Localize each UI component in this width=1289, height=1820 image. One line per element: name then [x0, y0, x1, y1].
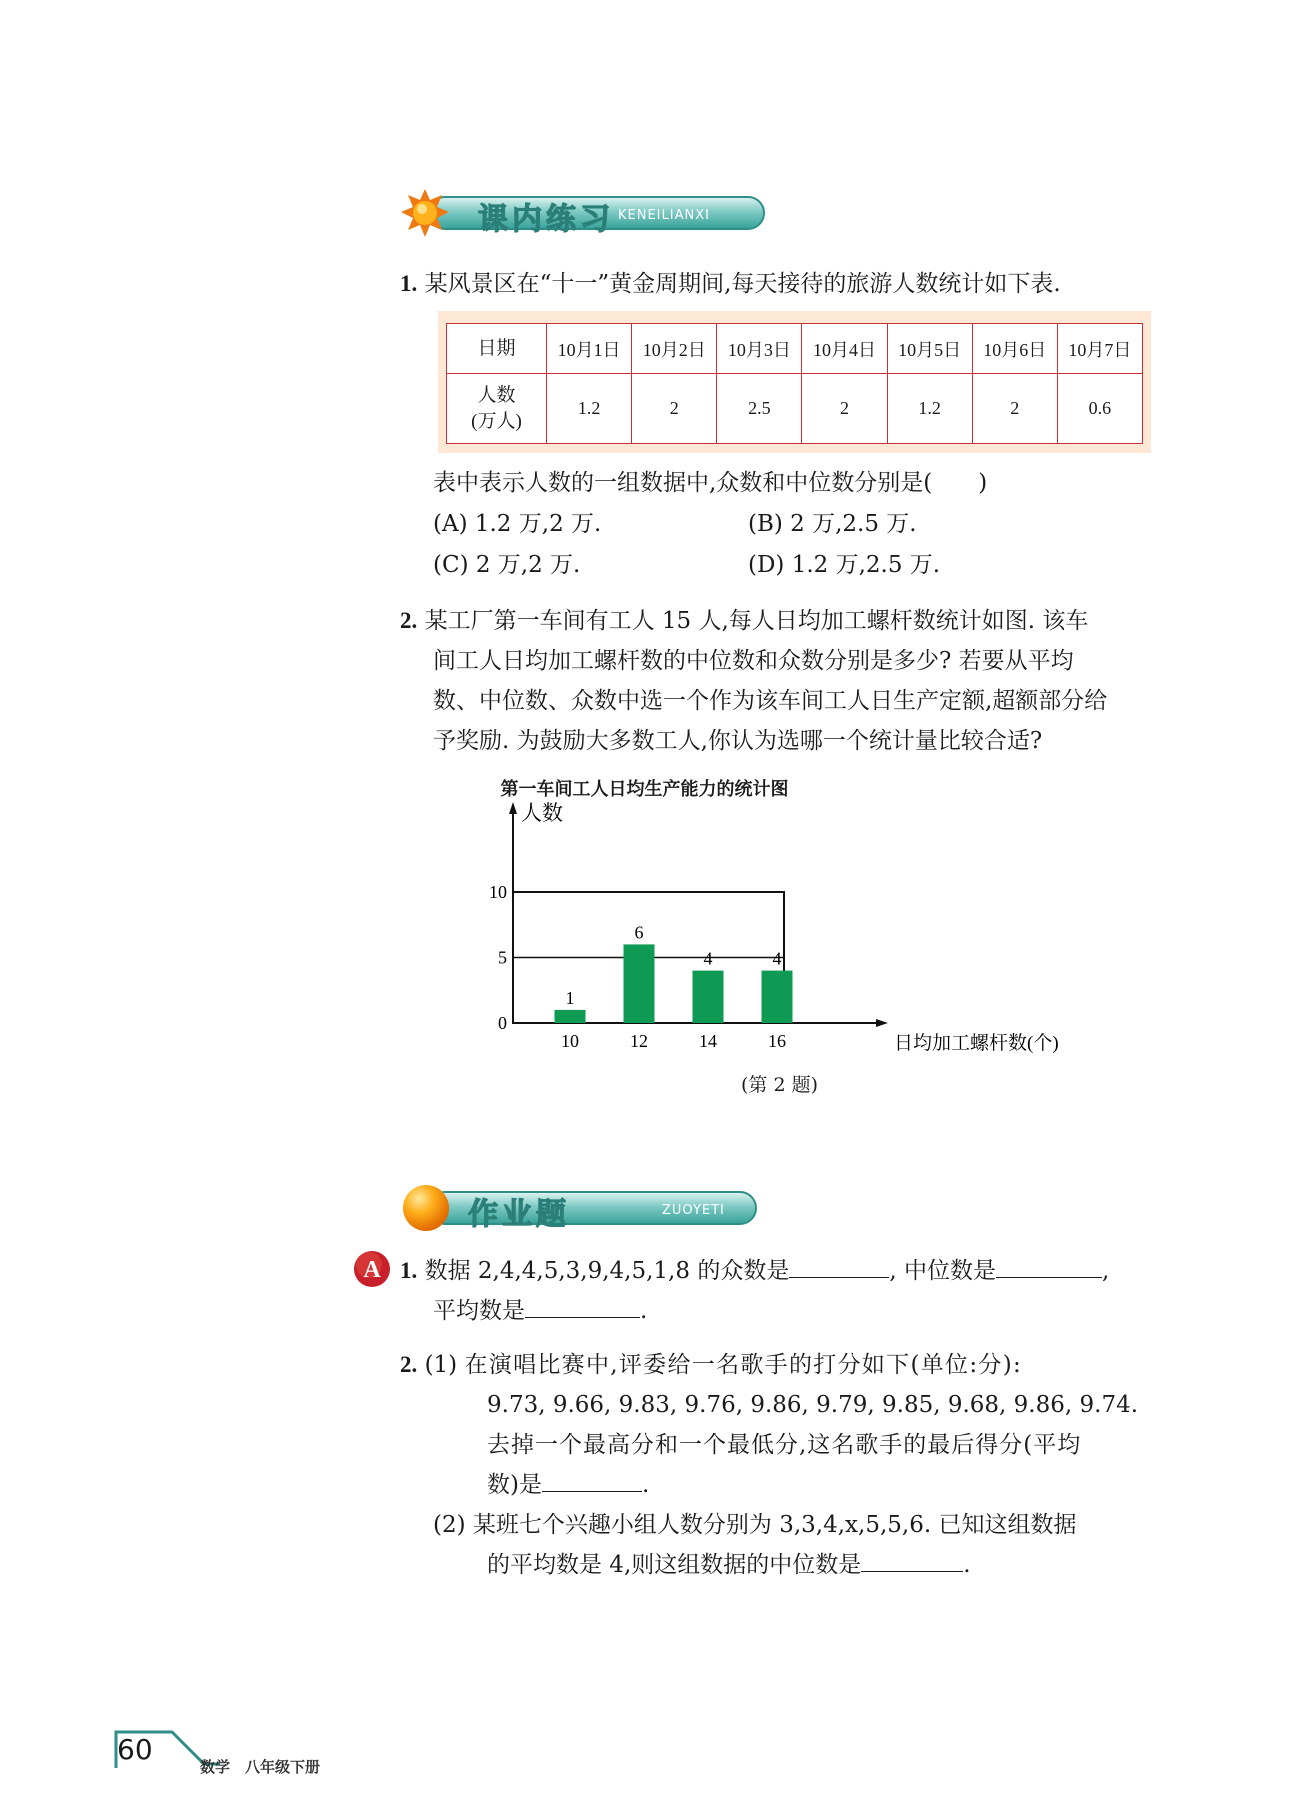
- y-axis-arrow: [509, 802, 517, 814]
- section-banner-practice: [400, 190, 765, 237]
- table-cell: 0.6: [1057, 374, 1142, 444]
- table-row: [447, 324, 1143, 374]
- homework-2-line: 去掉一个最高分和一个最低分,这名歌手的最后得分(平均: [487, 1432, 1082, 1458]
- banner-subtitle: KENEILIANXI: [618, 208, 710, 223]
- answer-blank[interactable]: [525, 1292, 640, 1318]
- banner-title: 课内练习: [478, 202, 614, 237]
- orange-ball-icon: [400, 1181, 452, 1233]
- bar: [762, 971, 793, 1023]
- y-tick-label: 5: [498, 947, 507, 968]
- question-2-line: 予奖励. 为鼓励大多数工人,你认为选哪一个统计量比较合适?: [433, 728, 1043, 754]
- option-a: (A) 1.2 万,2 万.: [433, 511, 602, 537]
- data-label: 6: [634, 922, 644, 943]
- answer-blank[interactable]: [542, 1466, 642, 1492]
- bar-chart: [440, 800, 1060, 1100]
- table-cell: 10月6日: [972, 324, 1057, 374]
- figure-caption: (第 2 题): [741, 1074, 818, 1096]
- table-cell: 10月3日: [717, 324, 802, 374]
- table-cell: 10月4日: [802, 324, 887, 374]
- table-cell: 10月2日: [632, 324, 717, 374]
- question-1: 1. 某风景区在“十一”黄金周期间,每天接待的旅游人数统计如下表.: [400, 271, 1061, 297]
- answer-blank[interactable]: [996, 1252, 1102, 1278]
- visitor-table-frame: [438, 311, 1151, 453]
- table-cell: 10月7日: [1057, 324, 1142, 374]
- page-number: 60: [117, 1733, 153, 1766]
- homework-1-line: 平均数是 .: [433, 1292, 647, 1330]
- table-cell: 10月1日: [547, 324, 632, 374]
- table-header-count: 人数 (万人): [447, 374, 547, 444]
- y-tick-label: 10: [489, 882, 507, 902]
- option-b: (B) 2 万,2.5 万.: [748, 511, 917, 537]
- question-2-line: 数、中位数、众数中选一个作为该车间工人日生产定额,超额部分给: [433, 688, 1108, 714]
- banner-title: 作业题: [468, 1197, 570, 1232]
- table-cell: 1.2: [547, 374, 632, 444]
- homework-2-part2-line: 的平均数是 4,则这组数据的中位数是 .: [487, 1546, 971, 1584]
- table-cell: 2: [632, 374, 717, 444]
- homework-2-line: 9.73, 9.66, 9.83, 9.76, 9.86, 9.79, 9.85, 9.68, 9.86, 9.74.: [487, 1392, 1139, 1418]
- data-label: 1: [565, 987, 575, 1008]
- chart-title: 第一车间工人日均生产能力的统计图: [500, 779, 789, 800]
- data-label: 4: [772, 948, 782, 969]
- homework-1: 1. 数据 2,4,4,5,3,9,4,5,1,8 的众数是 , 中位数是 ,: [400, 1252, 1109, 1290]
- homework-2-part2: (2) 某班七个兴趣小组人数分别为 3,3,4,x,5,5,6. 已知这组数据: [433, 1512, 1077, 1538]
- x-tick-label: 14: [699, 1031, 717, 1051]
- option-d: (D) 1.2 万,2.5 万.: [748, 552, 941, 578]
- question-1-prompt: 表中表示人数的一组数据中,众数和中位数分别是( ): [433, 470, 988, 496]
- bar: [693, 971, 724, 1023]
- table-row: [447, 374, 1143, 444]
- book-title: 数学 八年级下册: [200, 1758, 321, 1776]
- answer-blank[interactable]: [789, 1252, 889, 1278]
- x-tick-label: 16: [768, 1031, 786, 1051]
- x-tick-label: 12: [630, 1031, 648, 1051]
- level-a-badge-icon: [352, 1249, 392, 1289]
- sun-star-icon: [400, 188, 450, 238]
- visitor-table: [446, 323, 1143, 444]
- x-axis-arrow: [876, 1019, 888, 1027]
- x-axis-label: 日均加工螺杆数(个): [894, 1033, 1059, 1054]
- banner-subtitle: ZUOYETI: [662, 1203, 725, 1218]
- table-cell: 1.2: [887, 374, 972, 444]
- question-2-line: 间工人日均加工螺杆数的中位数和众数分别是多少? 若要从平均: [433, 648, 1074, 674]
- x-tick-label: 10: [561, 1031, 579, 1051]
- bar: [624, 944, 655, 1023]
- table-cell: 2: [972, 374, 1057, 444]
- homework-2-line: 数)是 .: [487, 1466, 649, 1504]
- y-axis-label: 人数: [521, 801, 563, 825]
- section-banner-homework: [400, 1185, 757, 1232]
- option-c: (C) 2 万,2 万.: [433, 552, 581, 578]
- bar: [555, 1010, 586, 1023]
- table-cell: 2: [802, 374, 887, 444]
- answer-blank[interactable]: [861, 1546, 963, 1572]
- data-label: 4: [703, 948, 713, 969]
- table-cell: 2.5: [717, 374, 802, 444]
- y-tick-label: 0: [498, 1013, 507, 1033]
- question-2: 2. 某工厂第一车间有工人 15 人,每人日均加工螺杆数统计如图. 该车: [400, 608, 1089, 634]
- homework-2: 2. (1) 在演唱比赛中,评委给一名歌手的打分如下(单位:分):: [400, 1352, 1023, 1378]
- table-header-date: 日期: [447, 324, 547, 374]
- table-cell: 10月5日: [887, 324, 972, 374]
- svg-text:A: A: [363, 1257, 381, 1283]
